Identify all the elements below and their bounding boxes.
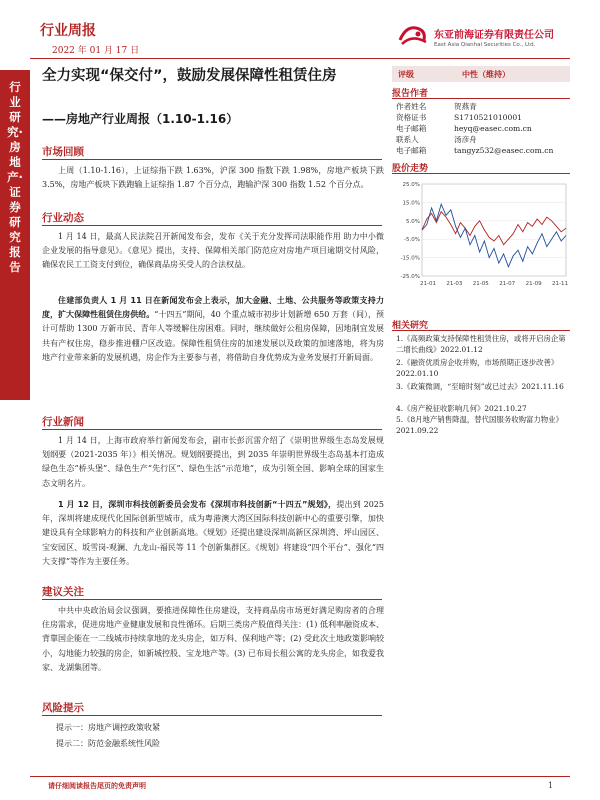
analyst-key: 联系人 bbox=[396, 135, 419, 144]
chart-y-tick-label: 25.0% bbox=[402, 182, 420, 188]
section-heading-risk: 风险提示 bbox=[42, 702, 84, 714]
analyst-email[interactable]: heyq@easec.com.cn bbox=[454, 124, 532, 133]
related-item[interactable]: 4.《房产税征收影响几何》2021.10.27 bbox=[396, 404, 527, 413]
analyst-key: 资格证书 bbox=[396, 113, 427, 122]
company-name-en: East Asia Qianhai Securities Co., Ltd. bbox=[434, 42, 536, 48]
analysts-heading: 报告作者 bbox=[392, 89, 429, 99]
analyst-value: S1710521010001 bbox=[454, 113, 523, 122]
stock-price-chart bbox=[392, 178, 570, 296]
company-logo-icon bbox=[396, 20, 430, 54]
chart-y-tick-label: -5.0% bbox=[404, 237, 420, 244]
news-paragraph-2 bbox=[42, 498, 384, 569]
dynamics-paragraph-2-rest: “十四五”期间，40 个重点城市初步计划新增 650 万套（间），预计可帮助 1300 万新市民、青年人等缓解住房困难。同时，继续做好公租房保障，因地制宜发展共有产权住房，稳步推进棚户区改造。保障性租赁住房的加速发展以及政策的加速落地，将为房地产行业带来新的发展机遇，房企作为主要参与者，将借助自身优势成为业务发展打开新局面。 bbox=[42, 310, 384, 362]
news-paragraph-1: 1 月 14 日，上海市政府举行新闻发布会，副市长彭沉雷介绍了《崇明世界级生态岛发展规划纲要（2021-2035 年）》相关情况。规划纲要提出，到 2035 年崇明世界级生态岛基本打造成绿色生态“桥头堡”、绿色生产“先行区”、绿色生活“示范地”，成为引领全国、影响全球的国家生态文明名片。 bbox=[42, 436, 384, 488]
chart-y-tick-label: -25.0% bbox=[400, 274, 420, 280]
analyst-row bbox=[396, 123, 532, 134]
rating-box bbox=[392, 66, 570, 82]
section-heading-market: 市场回顾 bbox=[42, 146, 84, 158]
chart-x-tick-label: 21-01 bbox=[420, 281, 436, 287]
company-name-cn: 东亚前海证券有限责任公司 bbox=[434, 30, 554, 41]
analyst-key: 电子邮箱 bbox=[396, 146, 427, 155]
analysts-divider bbox=[392, 98, 570, 99]
chart-y-tick-label: 15.0% bbox=[402, 200, 420, 207]
related-divider bbox=[392, 330, 570, 331]
risk-item-1: 提示一：房地产调控政策收紧 bbox=[56, 723, 160, 732]
market-paragraph: 上周（1.10-1.16），上证综指下跌 1.63%，沪深 300 指数下跌 1.98%，房地产板块下跌 3.5%，房地产板块下跌跑输上证综指 1.87 个百分点，跑输沪深 300 指数 1.52 个百分点。 bbox=[42, 166, 384, 190]
report-date: 2022 年 01 月 17 日 bbox=[52, 46, 140, 56]
related-item[interactable]: 3.《政策微调，“至暗时刻”或已过去》2021.11.16 bbox=[396, 382, 564, 391]
analyst-email[interactable]: tangyz532@easec.com.cn bbox=[454, 146, 554, 155]
chart-y-tick-label: 5.0% bbox=[406, 218, 420, 225]
chart-x-tick-label: 21-07 bbox=[499, 281, 516, 287]
risk-item-2: 提示二：防范金融系统性风险 bbox=[56, 739, 160, 748]
analyst-key: 作者姓名 bbox=[396, 102, 427, 111]
chart-frame bbox=[422, 184, 566, 276]
dynamics-paragraph-2 bbox=[42, 294, 384, 365]
stock-chart-heading: 股价走势 bbox=[392, 164, 429, 174]
section-divider bbox=[42, 599, 382, 600]
section-heading-advice: 建议关注 bbox=[42, 586, 84, 598]
section-divider bbox=[42, 429, 382, 430]
disclaimer-note: 请仔细阅读报告尾页的免责声明 bbox=[48, 782, 146, 790]
news-paragraph-2-bold: 1 月 12 日，深圳市科技创新委员会发布《深圳市科技创新“十四五”规划》， bbox=[58, 500, 337, 509]
report-type-title: 行业周报 bbox=[40, 23, 96, 39]
section-heading-dynamics: 行业动态 bbox=[42, 212, 84, 224]
chart-x-tick-label: 21-09 bbox=[525, 281, 542, 287]
related-item[interactable]: 2.《融资优质房企收并购，市场预期正逐步改善》2022.01.10 bbox=[396, 358, 559, 378]
report-title: 全力实现“保交付”，鼓励发展保障性租赁住房 bbox=[42, 68, 337, 84]
analyst-row bbox=[396, 101, 477, 112]
side-label: 行业研究·房地产·证券研究报告 bbox=[7, 80, 23, 274]
analyst-value: 汤彦舟 bbox=[454, 135, 477, 144]
stock-chart-divider bbox=[392, 173, 570, 174]
section-heading-news: 行业新闻 bbox=[42, 416, 84, 428]
dynamics-paragraph-1: 1 月 14 日，最高人民法院召开新闻发布会，发布《关于充分发挥司法职能作用 助力中小微企业发展的指导意见》。《意见》提出，支持、保障相关部门防范应对房地产项目逾期交付风险，确保农民工工资支付到位，确保商品房买受人的合法权益。 bbox=[42, 232, 384, 270]
company-logo bbox=[396, 20, 571, 54]
related-heading: 相关研究 bbox=[392, 321, 429, 331]
chart-x-tick-label: 21-03 bbox=[446, 281, 463, 287]
advice-paragraph: 中共中央政治局会议强调，要推进保障性住房建设，支持商品房市场更好满足购房者的合理住房需求，促进房地产业健康发展和良性循环。后期三类房产股值得关注：(1) 低利率融资成本、背靠国企能在一二线城市持续拿地的龙头房企，如万科、保利地产等；(2) 受此次土地政策影响较小，勾地能力较强的房企，如新城控股、宝龙地产等。(3) 已布局长租公寓的龙头房企，如我爱我家、龙湖集团等。 bbox=[42, 606, 384, 672]
page-number: 1 bbox=[548, 781, 554, 790]
section-divider bbox=[42, 715, 382, 716]
chart-x-tick-label: 21-11 bbox=[552, 281, 568, 287]
analyst-row bbox=[396, 134, 477, 145]
rating-label: 评级 bbox=[398, 70, 414, 79]
header-divider bbox=[30, 58, 570, 59]
analyst-key: 电子邮箱 bbox=[396, 124, 427, 133]
related-item[interactable]: 5.《8月地产销售降温，替代国服务收购富力物业》2021.09.22 bbox=[396, 415, 563, 435]
dynamics-paragraph-2-bold: 住建部负责人 1 月 11 日在新闻发布会上表示，加大金融、土地、公共服务等政策支持力度，扩大保障性租赁住房供给。 bbox=[42, 296, 384, 320]
related-item[interactable]: 1.《高频政策支持保障性租赁住房，或将开启房企第二增长曲线》2022.01.12 bbox=[396, 334, 566, 354]
analyst-value: 贺燕青 bbox=[454, 102, 477, 111]
news-paragraph-2-rest: 提出到 2025 年，深圳将建成现代化国际创新型城市，成为粤港澳大湾区国际科技创新中心的重要引擎，加快建设具有全球影响力的科技和产业创新高地。《规划》还提出建设深圳高新区深圳湾、坪山园区、宝安园区、坂雪岗-观澜、九龙山-福民等 11 个创新集群区。《规划》将建设“四个平台”、强化“四大支撑”等作为主要任务。 bbox=[42, 500, 384, 566]
analyst-row bbox=[396, 145, 553, 156]
chart-x-tick-label: 21-05 bbox=[472, 281, 489, 287]
report-subtitle: ——房地产行业周报（1.10-1.16） bbox=[42, 112, 239, 126]
chart-y-tick-label: -15.0% bbox=[400, 255, 420, 262]
section-divider bbox=[42, 159, 382, 160]
footer-divider bbox=[30, 776, 570, 777]
rating-value: 中性（维持） bbox=[462, 70, 510, 79]
analyst-row bbox=[396, 112, 522, 123]
section-divider bbox=[42, 225, 382, 226]
